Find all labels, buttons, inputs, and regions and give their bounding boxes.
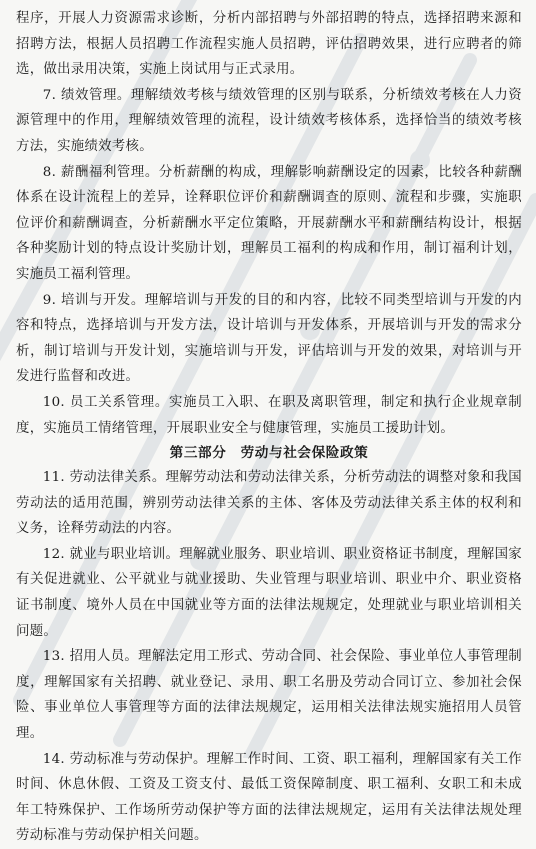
paragraph-compensation: 8. 薪酬福利管理。分析薪酬的构成，理解影响薪酬设定的因素，比较各种薪酬体系在设计流程上的差异，诠释职位评价和薪酬调查的原则、流程和步骤，实施职位评价和薪酬调查，分析薪酬水平定位策略，开展薪酬水平和薪酬结构设计，根据各种奖励计划的特点设计奖励计划，理解员工福利的构成和作用，制订福利计划，实施员工福利管理。 (16, 164, 522, 282)
paragraph-recruitment-cont: 程序，开展人力资源需求诊断，分析内部招聘与外部招聘的特点，选择招聘来源和招聘方法，根据人员招聘工作流程实施人员招聘，评估招聘效果，进行应聘者的筛选，做出录用决策，实施上岗试用与正式录用。 (16, 11, 522, 78)
paragraph-recruiting-personnel: 13. 招用人员。理解法定用工形式、劳动合同、社会保险、事业单位人事管理制度，理解国家有关招聘、就业登记、录用、职工名册及劳动合同订立、参加社会保险、事业单位人事管理等方面的法律法规规定，运用相关法律法规实施招用人员管理。 (16, 649, 522, 742)
paragraph-performance: 7. 绩效管理。理解绩效考核与绩效管理的区别与联系，分析绩效考核在人力资源管理中的作用，理解绩效管理的流程，设计绩效考核体系，选择恰当的绩效考核方法，实施绩效考核。 (16, 87, 522, 154)
paragraph-employee-relations: 10. 员工关系管理。实施员工入职、在职及离职管理，制定和执行企业规章制度，实施员工情绪管理，开展职业安全与健康管理，实施员工援助计划。 (16, 394, 522, 436)
paragraph-employment-training: 12. 就业与职业培训。理解就业服务、职业培训、职业资格证书制度，理解国家有关促进就业、公平就业与就业援助、失业管理与职业培训、职业中介、职业资格证书制度、境外人员在中国就业等方面的法律法规规定，处理就业与职业培训相关问题。 (16, 546, 522, 639)
paragraph-labor-law: 11. 劳动法律关系。理解劳动法和劳动法律关系，分析劳动法的调整对象和我国劳动法的适用范围，辨别劳动法律关系的主体、客体及劳动法律关系主体的权利和义务，诠释劳动法的内容。 (16, 470, 522, 537)
paragraph-labor-standards: 14. 劳动标准与劳动保护。理解工作时间、工资、职工福利，理解国家有关工作时间、休息休假、工资及工资支付、最低工资保障制度、职工福利、女职工和未成年工特殊保护、工作场所劳动保护等方面的法律法规规定，运用有关法律法规处理劳动标准与劳动保护相关问题。 (16, 751, 522, 844)
paragraph-training: 9. 培训与开发。理解培训与开发的目的和内容，比较不同类型培训与开发的内容和特点，选择培训与开发方法，设计培训与开发体系，开展培训与开发的需求分析，制订培训与开发计划，实施培训与开发，评估培训与开发的效果，对培训与开发进行监督和改进。 (16, 292, 522, 385)
section-title: 第三部分 劳动与社会保险政策 (169, 445, 369, 462)
